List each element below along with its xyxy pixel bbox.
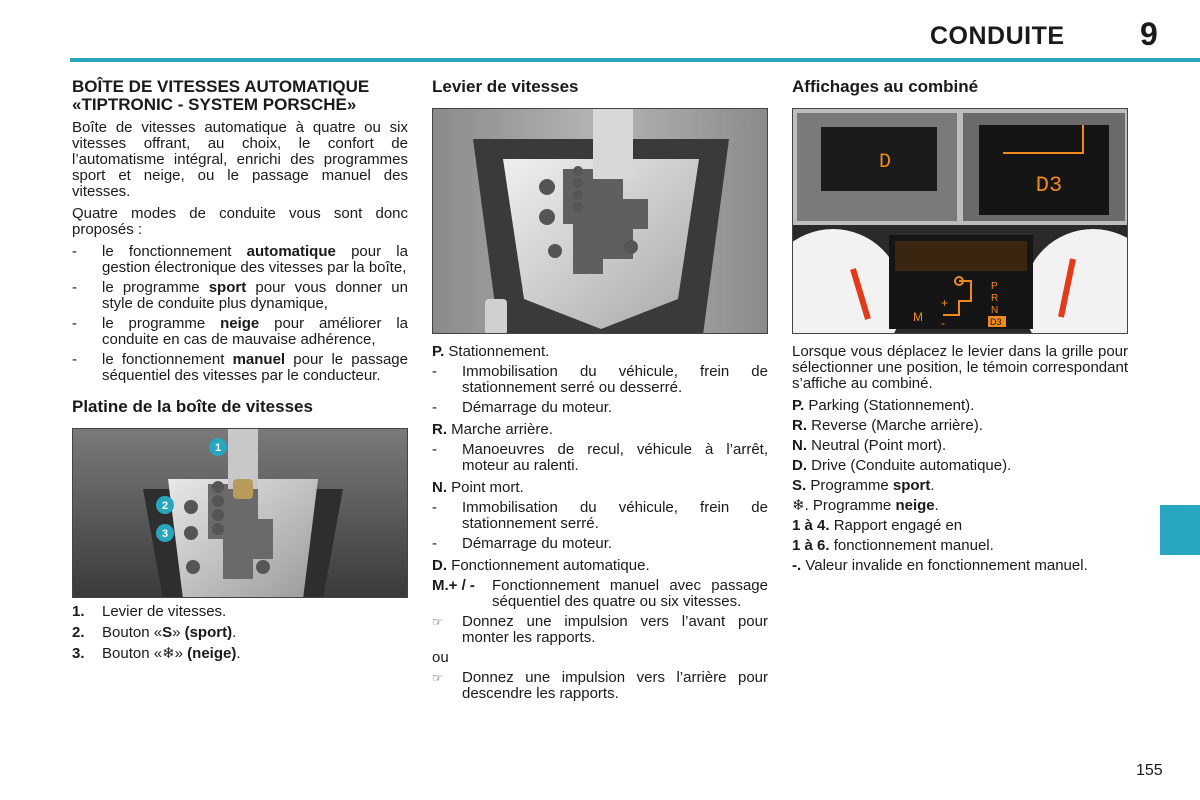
display-manual-m: M (913, 310, 923, 324)
tip-upshift: ☞ Donnez une impulsion vers l’avant pour monter les rapports. (432, 613, 768, 646)
display-gate-n: N (991, 305, 999, 316)
position-m: M.+ / - Fonctionnement manuel avec passage séquentiel des quatre ou six vitesses. (432, 577, 768, 610)
or-separator: ou (432, 649, 449, 666)
page-header-title: CONDUITE (930, 22, 1065, 50)
display-gate-d3: D3 (990, 317, 1002, 327)
page-number: 155 (1136, 762, 1163, 779)
column-gearbox (72, 78, 408, 667)
gearbox-console-figure (72, 428, 408, 598)
chapter-number: 9 (1140, 16, 1158, 52)
display-top-right-gear: D3 (1035, 173, 1063, 198)
display-gate-p: P (991, 281, 998, 292)
list-item: - Démarrage du moteur. (432, 400, 768, 416)
display-item-n: N. Neutral (Point mort). (792, 437, 947, 454)
legend-item-3: 3. Bouton «❄» (neige). (72, 645, 241, 662)
instrument-cluster-figure (792, 108, 1128, 334)
display-plus: + (941, 296, 949, 310)
figure-legend (72, 604, 408, 662)
display-item-p: P. Parking (Stationnement). (792, 397, 975, 414)
callout-1-label: 1 (214, 442, 222, 454)
display-item-d: D. Drive (Conduite automatique). (792, 457, 1012, 474)
display-item-r: R. Reverse (Marche arrière). (792, 417, 983, 434)
display-item-manual: 1 à 6. fonctionnement manuel. (792, 537, 994, 554)
list-item: - Immobilisation du véhicule, frein de stationnement serré ou desserré. (432, 364, 768, 396)
position-r: R. Marche arrière. (432, 421, 553, 438)
position-p: P. Stationnement. (432, 343, 550, 360)
section-title-lever: Levier de vitesses (432, 77, 579, 96)
callout-3-label: 3 (161, 528, 169, 540)
gear-lever-figure (432, 108, 768, 334)
position-d: D. Fonctionnement automatique. (432, 557, 650, 574)
position-p-list (432, 364, 768, 416)
hand-pointer-icon: ☞ (432, 615, 443, 629)
modes-intro: Quatre modes de conduite vous sont donc proposés : (72, 205, 408, 238)
column-dashboard-display (792, 78, 1128, 578)
display-gate-r: R (991, 293, 999, 304)
tip-downshift: ☞ Donnez une impulsion vers l’arrière pour descendre les rapports. (432, 669, 768, 702)
list-item: - le programme neige pour améliorer la conduite en cas de mauvaise adhérence, (72, 316, 408, 348)
display-top-left-gear: D (878, 151, 892, 174)
callout-2-label: 2 (161, 500, 169, 512)
chapter-side-tab (1160, 505, 1200, 555)
display-item-snow: ❄. Programme neige. (792, 497, 939, 514)
list-item: - Immobilisation du véhicule, frein de stationnement serré. (432, 500, 768, 532)
section-title-gearbox: BOÎTE DE VITESSES AUTOMATIQUE «TIPTRONIC - SYSTEM PORSCHE» (72, 77, 370, 114)
list-item: - Manoeuvres de recul, véhicule à l’arrêt, moteur au ralenti. (432, 442, 768, 474)
display-item-invalid: -. Valeur invalide en fonctionnement manuel. (792, 557, 1088, 574)
intro-paragraph: Boîte de vitesses automatique à quatre ou six vitesses offrant, au choix, le confort de l’automatisme intégral, enrichi des programmes sport et neige, ou le passage manuel des vitesses. (72, 119, 408, 200)
section-title-platine: Platine de la boîte de vitesses (72, 397, 313, 416)
display-item-gear: 1 à 4. Rapport engagé en (792, 517, 963, 534)
display-intro: Lorsque vous déplacez le levier dans la grille pour sélectionner une position, le témoin correspondant s’affiche au combiné. (792, 343, 1128, 392)
section-title-display: Affichages au combiné (792, 77, 979, 96)
position-n-list (432, 500, 768, 552)
snowflake-icon: ❄ (792, 497, 805, 514)
legend-item-2: 2. Bouton «S» (sport). (72, 624, 237, 641)
display-item-sport: S. Programme sport. (792, 477, 935, 494)
display-minus: - (941, 316, 945, 330)
hand-pointer-icon: ☞ (432, 671, 443, 685)
list-item: - le fonctionnement automatique pour la gestion électronique des vitesses par la boîte, (72, 244, 408, 276)
legend-item-1: 1. Levier de vitesses. (72, 603, 227, 620)
list-item: - le fonctionnement manuel pour le passage séquentiel des vitesses par le conducteur. (72, 352, 408, 384)
column-gear-lever (432, 78, 768, 706)
modes-list (72, 244, 408, 384)
position-r-list (432, 442, 768, 474)
header-rule (70, 58, 1200, 62)
list-item: - le programme sport pour vous donner un style de conduite plus dynamique, (72, 280, 408, 312)
position-n: N. Point mort. (432, 479, 524, 496)
list-item: - Démarrage du moteur. (432, 536, 768, 552)
